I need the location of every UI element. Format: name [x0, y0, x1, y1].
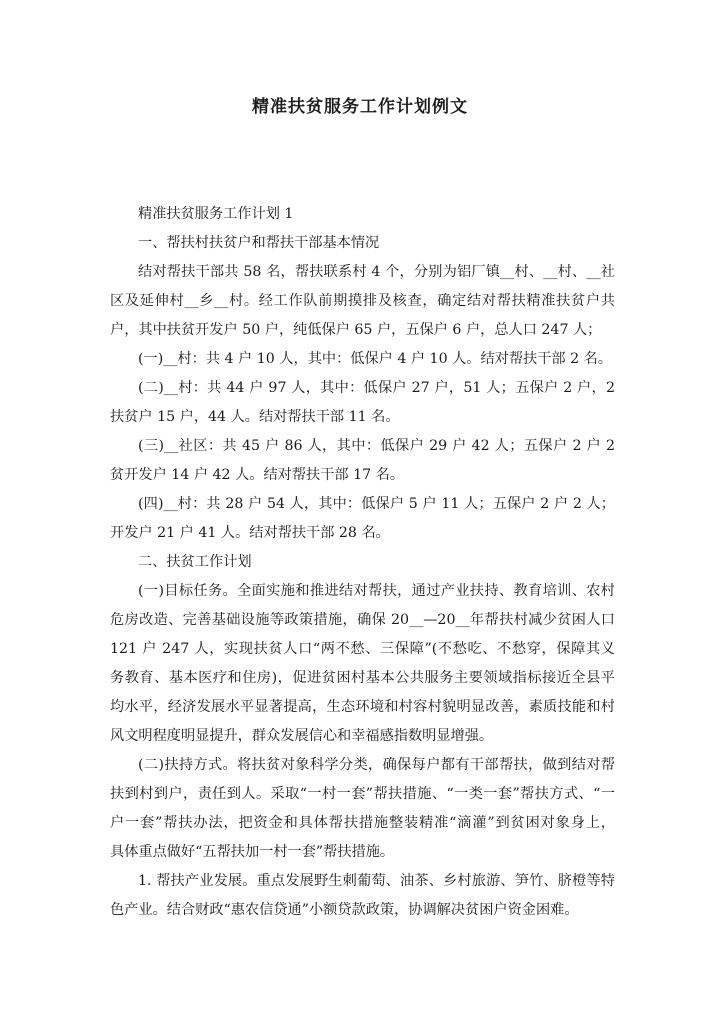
text-line: (二)__村：共 44 户 97 人，其中：低保户 27 户，51 人；五保户 2 户，2 [138, 380, 615, 396]
text-line: (二)扶持方式。将扶贫对象科学分类，确保每户都有干部帮扶，做到结对帮 [138, 757, 615, 773]
text-line: 121 户 247 人，实现扶贫人口“两不愁、三保障”(不愁吃、不愁穿，保障其义 [110, 641, 615, 657]
text-line: 一、帮扶村扶贫户和帮扶干部基本情况 [138, 235, 380, 251]
text-line: 务教育、基本医疗和住房)，促进贫困村基本公共服务主要领域指标接近全县平 [110, 670, 615, 686]
text-line: 色产业。结合财政“惠农信贷通”小额贷款政策，协调解决贫困户资金困难。 [110, 902, 579, 918]
text-line: (一)__村：共 4 户 10 人，其中：低保户 4 户 10 人。结对帮扶干部 2 名。 [138, 351, 613, 367]
text-line: (四)__村：共 28 户 54 人，其中：低保户 5 户 11 人；五保户 2 户 2 人； [138, 496, 615, 512]
document-body [110, 200, 615, 925]
text-line: (一)目标任务。全面实施和推进结对帮扶，通过产业扶持、教育培训、农村 [138, 583, 615, 599]
text-line: 风文明程度明显提升，群众发展信心和幸福感指数明显增强。 [110, 728, 494, 744]
text-line: 开发户 21 户 41 人。结对帮扶干部 28 名。 [110, 525, 390, 541]
text-line: 扶贫户 15 户，44 人。结对帮扶干部 11 名。 [110, 409, 400, 425]
text-line: 危房改造、完善基础设施等政策措施，确保 20__—20__年帮扶村减少贫困人口 [110, 612, 615, 628]
text-line: 具体重点做好“五帮扶加一村一套”帮扶措施。 [110, 844, 395, 860]
text-line: 扶到村到户，责任到人。采取“一村一套”帮扶措施、“一类一套”帮扶方式、“一 [110, 786, 615, 802]
text-line: 结对帮扶干部共 58 名，帮扶联系村 4 个，分别为铝厂镇__村、__村、__社 [138, 264, 615, 280]
text-line: 精准扶贫服务工作计划 1 [138, 206, 294, 222]
text-line: 区及延伸村__乡__村。经工作队前期摸排及核查，确定结对帮扶精准扶贫户共 [110, 293, 615, 309]
document-title: 精准扶贫服务工作计划例文 [252, 97, 468, 117]
text-line: (三)__社区：共 45 户 86 人，其中：低保户 29 户 42 人；五保户 2 户 2 [138, 438, 615, 454]
text-line: 贫开发户 14 户 42 人。结对帮扶干部 17 名。 [110, 467, 405, 483]
text-line: 户，其中扶贫开发户 50 户，纯低保户 65 户，五保户 6 户，总人口 247 人； [110, 322, 602, 338]
text-line: 户一套”帮扶办法，把资金和具体帮扶措施整装精准“滴灌”到贫困对象身上， [110, 815, 615, 831]
text-line: 1. 帮扶产业发展。重点发展野生刺葡萄、油茶、乡村旅游、笋竹、脐橙等特 [138, 873, 615, 889]
text-line: 二、扶贫工作计划 [138, 554, 252, 570]
text-line: 均水平，经济发展水平显著提高，生态环境和村容村貌明显改善，素质技能和村 [110, 699, 615, 715]
